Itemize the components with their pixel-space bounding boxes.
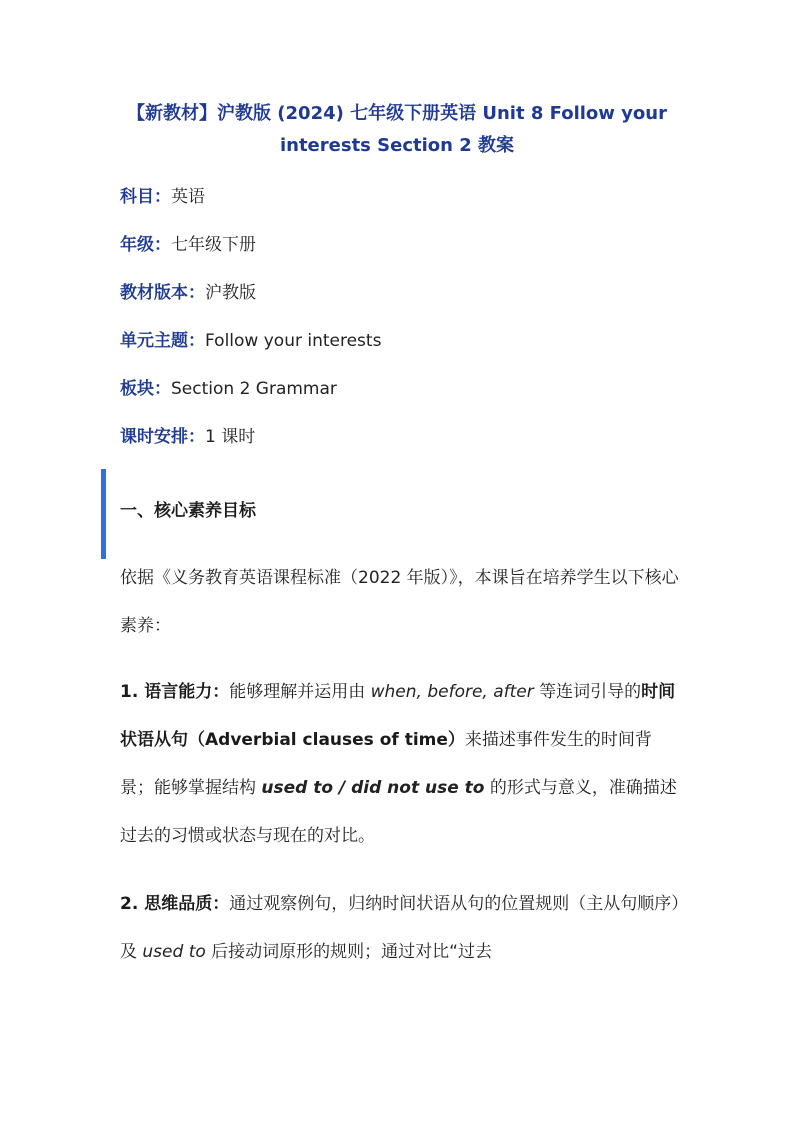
meta-value: Follow your interests <box>205 331 382 351</box>
meta-label: 教材版本： <box>120 283 205 303</box>
meta-value: 沪教版 <box>205 283 256 303</box>
document-title: 【新教材】沪教版 (2024) 七年级下册英语 Unit 8 Follow your interests Section 2 教案 <box>127 103 667 156</box>
section-intro: 依据《义务教育英语课程标准（2022 年版）》，本课旨在培养学生以下核心素养： <box>120 568 679 636</box>
meta-subject <box>120 185 205 209</box>
meta-value: 七年级下册 <box>171 235 256 255</box>
grammar-structure: used to / did not use to <box>261 778 485 798</box>
goal-label: 2. 思维品质： <box>120 894 230 914</box>
grammar-term-english: （Adverbial clauses of time） <box>188 730 465 750</box>
conjunctions: when, before, after <box>370 682 534 702</box>
grammar-term: used to <box>142 942 206 962</box>
meta-label: 单元主题： <box>120 331 205 351</box>
meta-value: Section 2 Grammar <box>171 379 337 399</box>
meta-module <box>120 377 337 401</box>
meta-label: 板块： <box>120 379 171 399</box>
goal-text: 来描述事件发生的时间背景；能够掌握结构 <box>120 730 652 798</box>
meta-label: 课时安排： <box>120 427 205 447</box>
meta-unit-theme <box>120 329 381 353</box>
meta-edition <box>120 281 256 305</box>
goal-text: 通过观察例句，归纳时间状语从句的位置规则（主从句顺序）及 <box>120 894 680 962</box>
meta-grade <box>120 233 256 257</box>
meta-label: 年级： <box>120 235 171 255</box>
grammar-term: 时间状语从句 <box>120 682 676 750</box>
goal-text: 后接动词原形的规则；通过对比“过去 <box>205 942 492 962</box>
meta-periods <box>120 425 255 449</box>
goal-label: 1. 语言能力： <box>120 682 230 702</box>
goal-thinking-quality <box>120 880 680 976</box>
goal-text: 能够理解并运用由 <box>229 682 371 702</box>
goal-text: 等连词引导的 <box>533 682 642 702</box>
goal-language-ability <box>120 668 680 860</box>
section-heading: 一、核心素养目标 <box>120 501 256 521</box>
section-accent-bar <box>101 469 106 559</box>
goal-text: 的形式与意义，准确描述过去的习惯或状态与现在的对比。 <box>120 778 677 846</box>
meta-value: 1 课时 <box>205 427 256 447</box>
meta-value: 英语 <box>171 187 205 207</box>
meta-label: 科目： <box>120 187 171 207</box>
